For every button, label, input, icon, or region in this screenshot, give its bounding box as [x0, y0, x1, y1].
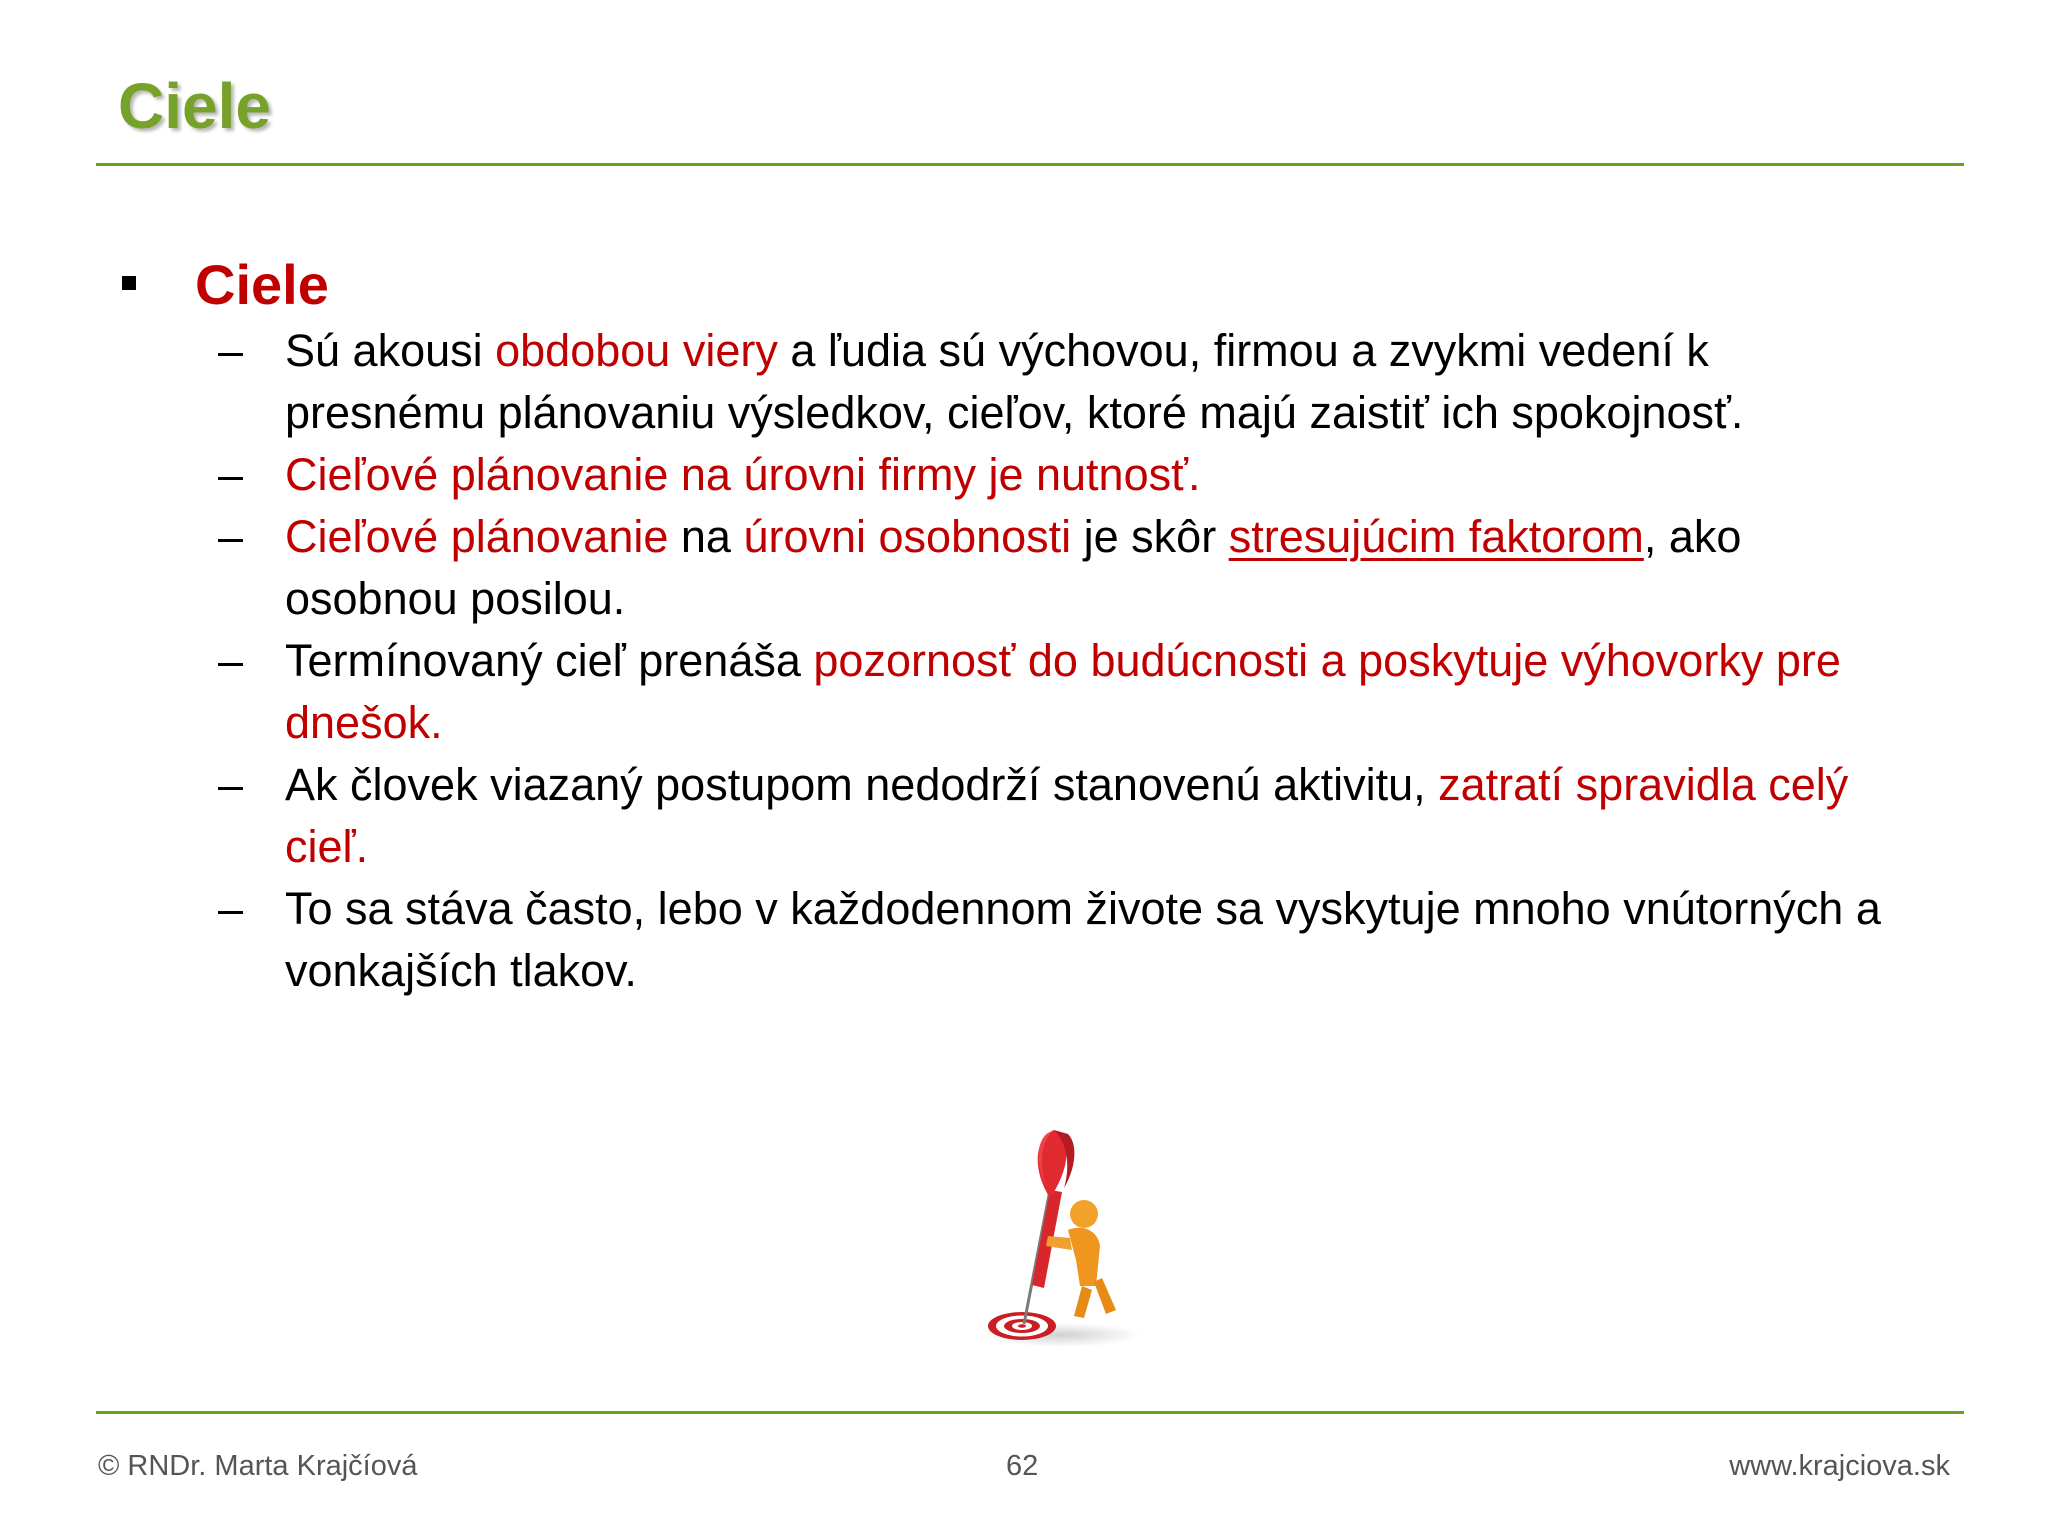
dart-target-figure-icon [972, 1110, 1152, 1350]
list-item [0, 444, 1895, 506]
list-item-text [285, 320, 1895, 444]
highlighted-text: zatratí spravidla celý cieľ. [285, 759, 1849, 872]
text-segment: Termínovaný cieľ prenáša [285, 635, 814, 686]
list-item [0, 754, 1895, 878]
highlighted-text: úrovni osobnosti [743, 511, 1072, 562]
highlighted-text: Cieľové plánovanie [285, 511, 669, 562]
square-bullet-icon [122, 276, 136, 290]
list-item-text [285, 444, 1895, 506]
highlighted-text: obdobou viery [495, 325, 778, 376]
footer-website: www.krajciova.sk [1729, 1450, 1950, 1482]
dash-bullet: – [218, 325, 244, 376]
list-item-text [285, 878, 1895, 1002]
list-item [0, 630, 1895, 754]
underlined-highlighted-text: stresujúcim faktorom [1228, 511, 1644, 562]
slide-title: Ciele [118, 70, 271, 142]
footer-author: © RNDr. Marta Krajčíová [98, 1450, 418, 1482]
dash-bullet: – [218, 449, 244, 500]
text-segment: na [668, 511, 744, 562]
text-segment: a ľudia sú výchovou, firmou a zvykmi vedení k presnému plánovaniu výsledkov, cieľov, ktoré majú zaistiť ich spokojnosť. [285, 325, 1744, 438]
list-item [0, 878, 1895, 1002]
text-segment: , ako osobnou posilou. [285, 511, 1742, 624]
dash-bullet: – [218, 759, 244, 810]
dash-bullet: – [218, 883, 244, 934]
list-item-text [285, 630, 1895, 754]
highlighted-text: pozornosť do budúcnosti a poskytuje výhovorky pre dnešok. [285, 635, 1841, 748]
dash-bullet: – [218, 635, 244, 686]
list-item [0, 320, 1895, 444]
list-item-text [285, 754, 1895, 878]
title-divider [96, 163, 1964, 166]
dash-bullet: – [218, 511, 244, 562]
page-number: 62 [1006, 1450, 1039, 1482]
text-segment: To sa stáva často, lebo v každodennom živote sa vyskytuje mnoho vnútorných a vonkajších tlakov. [285, 883, 1881, 996]
list-item-text [285, 506, 1895, 630]
section-heading: Ciele [195, 253, 329, 316]
text-segment: Sú akousi [285, 325, 496, 376]
text-segment: Ak človek viazaný postupom nedodrží stanovenú aktivitu, [285, 759, 1439, 810]
text-segment: je skôr [1071, 511, 1229, 562]
footer-divider [96, 1411, 1964, 1414]
highlighted-text: Cieľové plánovanie na úrovni firmy je nutnosť. [285, 449, 1201, 500]
list-item [0, 506, 1895, 630]
bullet-list [0, 320, 1895, 1002]
